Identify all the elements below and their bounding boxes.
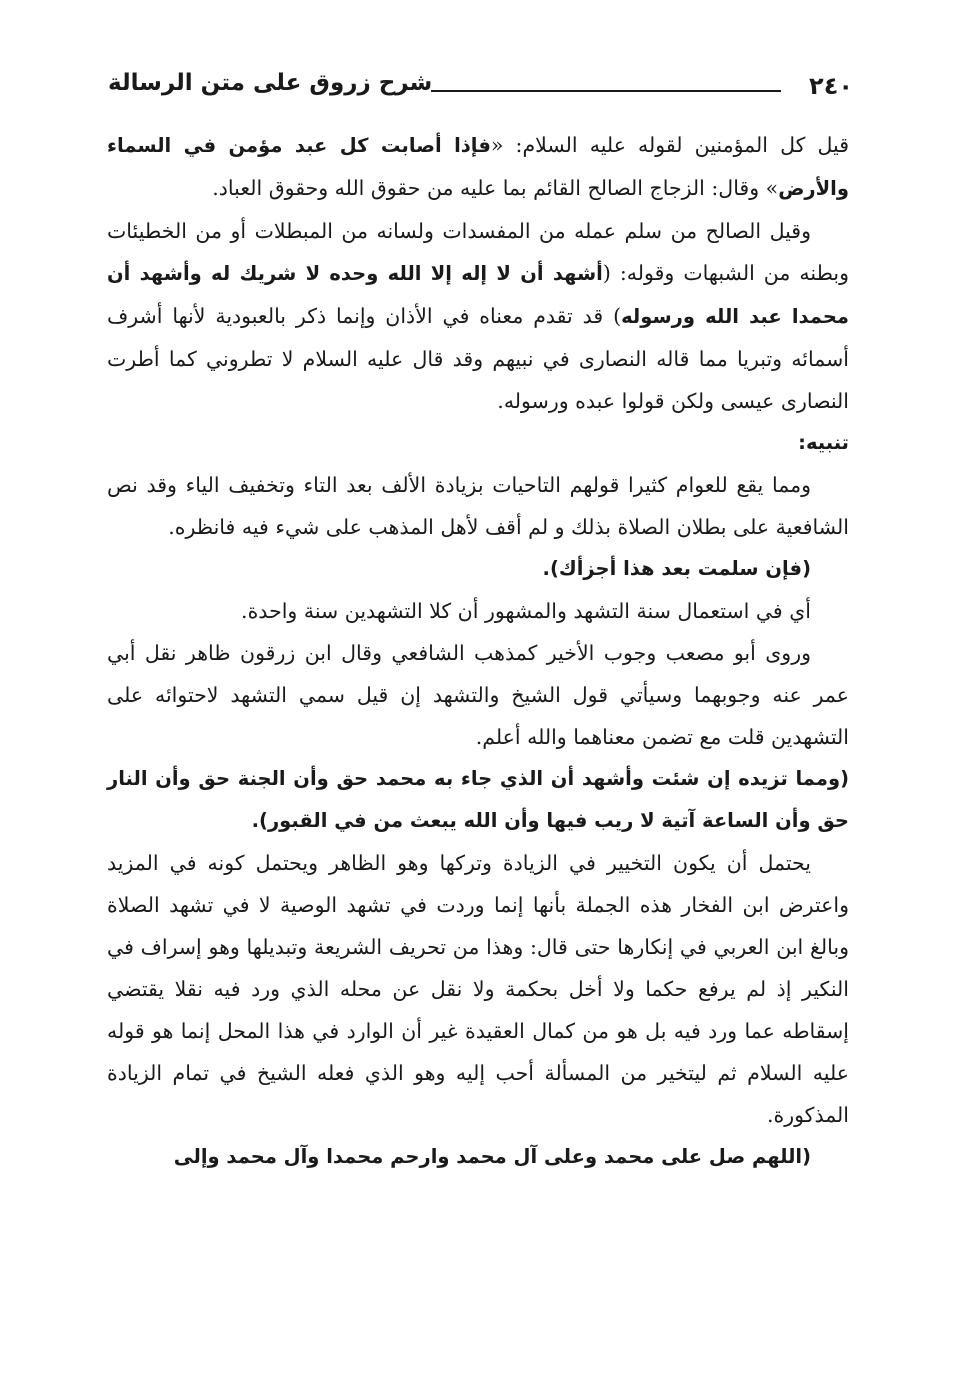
matn-quote-3: (اللهم صل على محمد وعلى آل محمد وارحم محمدا وآل محمد وإلى <box>173 1145 811 1168</box>
hadith-quote: فإذا أصابت كل عبد مؤمن في السماء والأرض <box>107 134 849 200</box>
shahada-quote: أشهد أن لا إله إلا الله وحده لا شريك له وأشهد أن محمدا عبد الله ورسوله <box>107 262 849 328</box>
paragraph-2 <box>107 210 849 422</box>
matn-quote-2: (ومما تزيده إن شئت وأشهد أن الذي جاء به محمد حق وأن الجنة حق وأن النار حق وأن الساعة آتية لا ريب فيها وأن الله يبعث من في القبور). <box>107 767 849 832</box>
paragraph-1 <box>107 124 849 210</box>
paragraph-2-lead: وقيل الصالح من سلم عمله من المفسدات ولسانه من المبطلات أو من الخطيئات وبطنه من الشبهات وقوله: ( <box>107 219 850 285</box>
paragraph-3: ومما يقع للعوام كثيرا قولهم التاحيات بزيادة الألف بعد التاء وتخفيف الياء وقد نص الشافعية على بطلان الصلاة بذلك و لم أقف لأهل المذهب على شيء فيه فانظره. <box>107 473 849 539</box>
body-text <box>107 124 849 1178</box>
paragraph-2-tail: ) قد تقدم معناه في الأذان وإنما ذكر بالعبودية لأنها أشرف أسمائه وتبريا مما قاله النصارى في نبيهم وقد قال عليه السلام لا تطروني كما أطرت النصارى عيسى ولكن قولوا عبده ورسوله. <box>107 304 849 413</box>
header-rule <box>431 90 781 92</box>
paragraph-1-tail: » وقال: الزجاج الصالح القائم بما عليه من حقوق الله وحقوق العباد. <box>212 176 779 200</box>
running-title: شرح زروق على متن الرسالة <box>108 70 433 96</box>
tanbih-heading: تنبيه: <box>798 431 849 454</box>
page-number: ٢٤٠ <box>809 72 853 100</box>
page-header <box>108 70 853 110</box>
paragraph-4: أي في استعمال سنة التشهد والمشهور أن كلا التشهدين سنة واحدة. <box>241 599 811 623</box>
paragraph-6: يحتمل أن يكون التخيير في الزيادة وتركها وهو الظاهر ويحتمل كونه في المزيد واعترض ابن الفخار هذه الجملة بأنها إنما وردت في تشهد الوصية لا في تشهد الصلاة وبالغ ابن العربي في إنكارها حتى قال: وهذا من تحريف الشريعة وتبديلها وهو إسراف في النكير إذ لم يرفع حكما ولا أخل بحكمة ولا نقل عن محله الذي ورد فيه نقلا يقتضي إسقاطه عما ورد فيه بل هو من كمال العقيدة غير أن الوارد في هذا المحل إنما هو قوله عليه السلام ثم ليتخير من المسألة أحب إليه وهو الذي فعله الشيخ في تمام الزيادة المذكورة. <box>107 851 849 1127</box>
paragraph-1-lead: قيل كل المؤمنين لقوله عليه السلام: « <box>490 133 849 157</box>
matn-quote-1: (فإن سلمت بعد هذا أجزأك). <box>542 557 811 580</box>
paragraph-5: وروى أبو مصعب وجوب الأخير كمذهب الشافعي وقال ابن زرقون ظاهر نقل أبي عمر عنه وجوبهما وسيأتي قول الشيخ والتشهد إن قيل سمي التشهد لاحتوائه على التشهدين قلت مع تضمن معناهما والله أعلم. <box>107 641 849 749</box>
